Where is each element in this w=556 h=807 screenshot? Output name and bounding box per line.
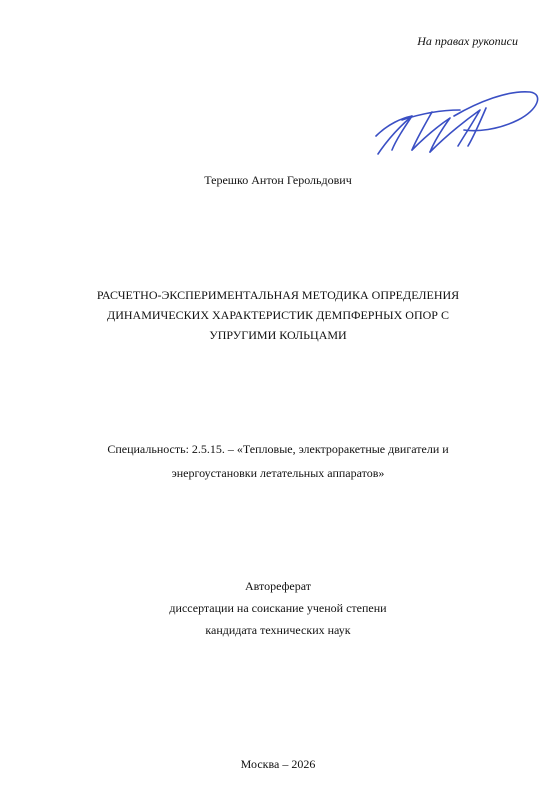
specialty-line: энергоустановки летательных аппаратов»: [171, 466, 385, 480]
abstract-line: диссертации на соискание ученой степени: [169, 601, 387, 615]
place-year: Москва – 2026: [240, 757, 316, 771]
title-line: РАСЧЕТНО-ЭКСПЕРИМЕНТАЛЬНАЯ МЕТОДИКА ОПРЕДЕЛЕНИЯ: [96, 288, 460, 302]
abstract-block: [0, 575, 556, 641]
abstract-line: кандидата технических наук: [205, 623, 351, 637]
handwritten-signature: [368, 80, 548, 160]
title-line: ДИНАМИЧЕСКИХ ХАРАКТЕРИСТИК ДЕМПФЕРНЫХ ОПОР С: [107, 308, 449, 322]
dissertation-title: [60, 285, 496, 345]
specialty-line: Специальность: 2.5.15. – «Тепловые, электроракетные двигатели и: [107, 442, 449, 456]
rights-note: На правах рукописи: [417, 34, 518, 48]
author-name: Терешко Антон Герольдович: [204, 173, 352, 187]
title-line: УПРУГИМИ КОЛЬЦАМИ: [209, 328, 347, 342]
abstract-line: Автореферат: [245, 579, 311, 593]
specialty-block: [60, 437, 496, 485]
